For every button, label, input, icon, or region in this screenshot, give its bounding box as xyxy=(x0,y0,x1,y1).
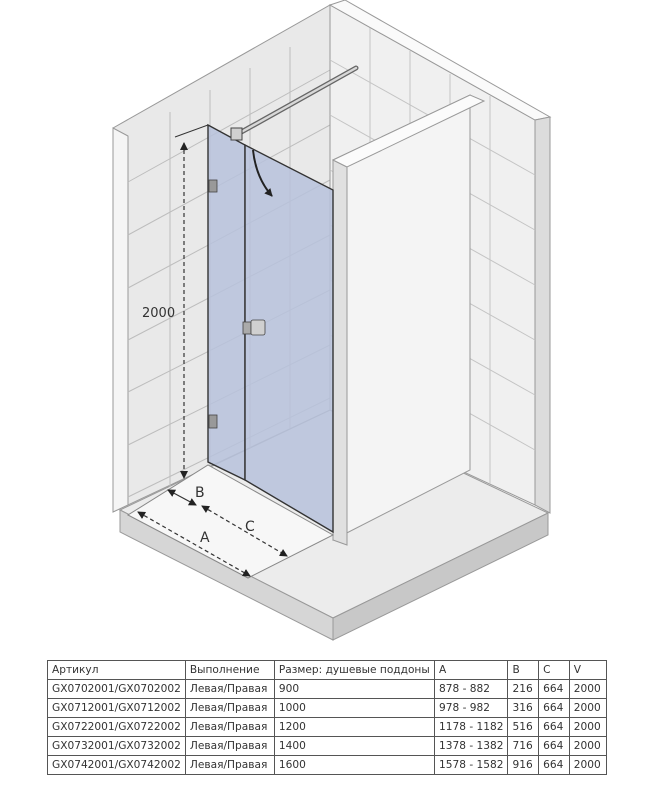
cell-c: 664 xyxy=(539,718,570,737)
cell-article: GX0722001/GX0722002 xyxy=(48,718,186,737)
cell-a: 878 - 882 xyxy=(435,680,508,699)
cell-v: 2000 xyxy=(569,680,606,699)
table-row xyxy=(48,680,607,699)
cell-article: GX0742001/GX0742002 xyxy=(48,756,186,775)
table-row xyxy=(48,756,607,775)
cell-c: 664 xyxy=(539,680,570,699)
cell-a: 1578 - 1582 xyxy=(435,756,508,775)
door-handle-icon xyxy=(243,320,265,335)
table-row xyxy=(48,699,607,718)
cell-version: Левая/Правая xyxy=(185,680,274,699)
cell-size: 1600 xyxy=(274,756,434,775)
cell-a: 978 - 982 xyxy=(435,699,508,718)
cell-v: 2000 xyxy=(569,756,606,775)
cell-v: 2000 xyxy=(569,737,606,756)
height-label: 2000 xyxy=(142,306,176,321)
header-article: Артикул xyxy=(48,661,186,680)
cell-version: Левая/Правая xyxy=(185,718,274,737)
cell-a: 1378 - 1382 xyxy=(435,737,508,756)
cell-c: 664 xyxy=(539,756,570,775)
dimension-a-label: A xyxy=(200,530,210,546)
header-size: Размер: душевые поддоны xyxy=(274,661,434,680)
table-header-row xyxy=(48,661,607,680)
dimension-b-label: B xyxy=(195,485,205,501)
cell-article: GX0732001/GX0732002 xyxy=(48,737,186,756)
cell-version: Левая/Правая xyxy=(185,699,274,718)
spec-table xyxy=(47,660,607,775)
hinge-bottom-icon xyxy=(209,415,217,428)
cell-version: Левая/Правая xyxy=(185,756,274,775)
cell-v: 2000 xyxy=(569,718,606,737)
cell-b: 716 xyxy=(508,737,539,756)
hinge-top-icon xyxy=(209,180,217,192)
cell-version: Левая/Правая xyxy=(185,737,274,756)
cell-size: 1200 xyxy=(274,718,434,737)
header-a: A xyxy=(435,661,508,680)
cell-c: 664 xyxy=(539,737,570,756)
cell-article: GX0702001/GX0702002 xyxy=(48,680,186,699)
table-row xyxy=(48,737,607,756)
header-v: V xyxy=(569,661,606,680)
cell-b: 216 xyxy=(508,680,539,699)
header-version: Выполнение xyxy=(185,661,274,680)
cell-c: 664 xyxy=(539,699,570,718)
header-c: C xyxy=(539,661,570,680)
table-row xyxy=(48,718,607,737)
cell-article: GX0712001/GX0712002 xyxy=(48,699,186,718)
cell-size: 900 xyxy=(274,680,434,699)
cell-size: 1400 xyxy=(274,737,434,756)
cell-b: 916 xyxy=(508,756,539,775)
door-glass-panel xyxy=(245,145,333,532)
cell-v: 2000 xyxy=(569,699,606,718)
cell-a: 1178 - 1182 xyxy=(435,718,508,737)
cell-b: 516 xyxy=(508,718,539,737)
cell-size: 1000 xyxy=(274,699,434,718)
cell-b: 316 xyxy=(508,699,539,718)
header-b: B xyxy=(508,661,539,680)
dimension-c-label: C xyxy=(245,519,255,535)
